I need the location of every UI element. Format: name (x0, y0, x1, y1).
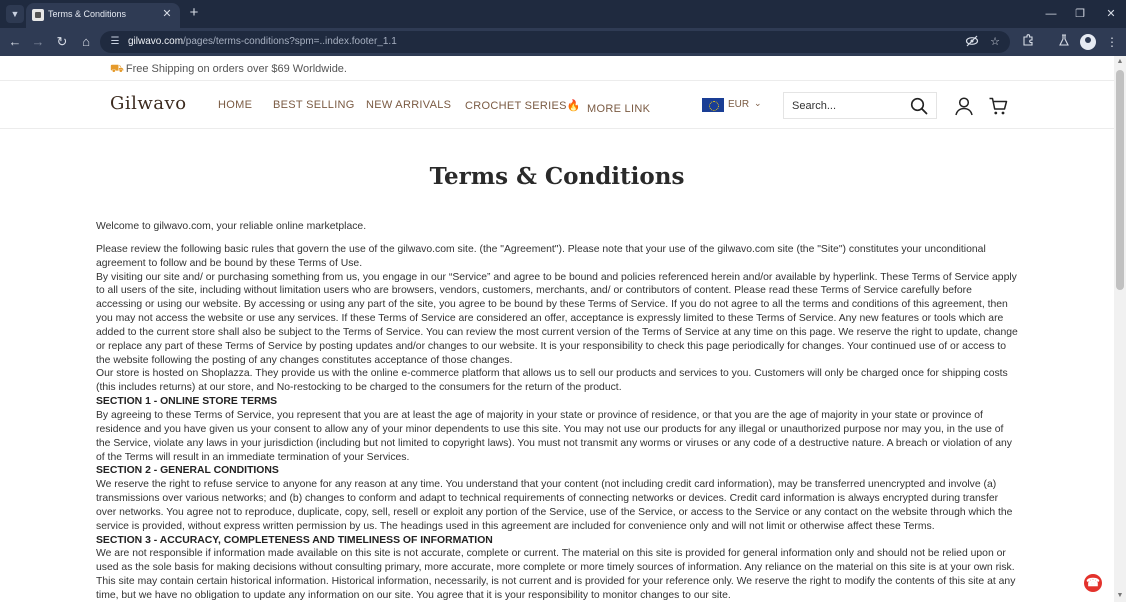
nav-more-link-label: MORE LINK (587, 103, 651, 115)
account-user-icon[interactable] (954, 96, 974, 116)
agreement-paragraph: Please review the following basic rules that govern the use of the gilwavo.com site. (the "Agreement"). Please note that your use of the gilwavo.com site (the "Site") constitutes your unconditional agreement to follow and be bound by these Terms of Use. (96, 243, 986, 269)
profile-avatar-icon[interactable] (1080, 34, 1096, 50)
delivery-truck-icon: ⛟ (110, 63, 124, 75)
search-icon[interactable] (910, 97, 928, 115)
labs-flask-icon[interactable] (1055, 33, 1073, 51)
section-2-heading: SECTION 2 - GENERAL CONDITIONS (96, 465, 279, 477)
currency-code: EUR (728, 99, 750, 110)
terms-content (96, 220, 1020, 603)
url-path: /pages/terms-conditions?spm=..index.footer_1.1 (183, 36, 397, 47)
nav-new-arrivals[interactable]: NEW ARRIVALS (366, 99, 452, 111)
section-1-heading: SECTION 1 - ONLINE STORE TERMS (96, 396, 278, 408)
scroll-down-arrow-icon[interactable]: ▼ (1116, 592, 1124, 599)
welcome-text: Welcome to gilwavo.com, your reliable online marketplace. (96, 221, 367, 232)
close-window-icon[interactable]: ✕ (1106, 8, 1116, 20)
nav-crochet-series[interactable] (465, 99, 581, 112)
minimize-window-icon[interactable]: — (1045, 8, 1057, 20)
section-3-heading: SECTION 3 - ACCURACY, COMPLETENESS AND TIMELINESS OF INFORMATION (96, 534, 493, 546)
favicon-icon (32, 9, 44, 21)
shopping-cart-icon[interactable] (988, 96, 1008, 116)
close-tab-icon[interactable]: ✕ (162, 8, 172, 20)
eu-flag-icon (702, 98, 724, 112)
announcement-label: Free Shipping on orders over $69 Worldwide. (125, 63, 347, 75)
browser-tab-strip (0, 0, 1126, 28)
section-2-body: We reserve the right to refuse service to anyone for any reason at any time. You understand that your content (not including credit card information), may be transferred unencrypted and involve (a) transmissions over various networks; and (b) changes to conform and adapt to technical requirements of connecting networks or devices. Credit card information is always encrypted during transfer over networks. You agree not to reproduce, duplicate, copy, sell, resell or exploit any portion of the Service, use of the Service, or access to the Service or any contact on the website through which the service is provided, without express written permission by us. The headings used in this agreement are included for convenience only and will not limit or otherwise affect these Terms. (96, 479, 1013, 532)
bookmark-star-icon[interactable]: ☆ (990, 36, 1000, 48)
browser-menu-kebab-icon[interactable]: ⋮ (1106, 35, 1118, 49)
nav-best-selling[interactable]: BEST SELLING (273, 99, 355, 111)
service-paragraph: By visiting our site and/ or purchasing something from us, you engage in our “Service” and agree to be bound and policies referenced herein and/or available by hyperlink. These Terms of Service apply to all users of the site, including without limitation users who are browsers, vendors, customers, merchants, and/ or contributors of content. Please read these Terms of Service carefully before accessing or using our website. By accessing or using any part of the site, you agree to be bound by these Terms of Service. If you do not agree to all the terms and conditions of this agreement, then you may not access the website or use any services. If these Terms of Service are considered an offer, acceptance is expressly limited to these Terms of Service. Any new features or tools which are added to the current store shall also be subject to the Terms of Service. You can review the most current version of the Terms of Service at any time on this page. We reserve the right to update, change or replace any part of these Terms of Service by posting updates and/or changes to our website. It is your responsibility to check this page periodically for changes. Your continued use of or access to the website following the posting of any changes constitutes acceptance of those changes. (96, 271, 1018, 366)
browser-tab-active[interactable] (26, 3, 180, 28)
scroll-up-arrow-icon[interactable]: ▲ (1116, 58, 1124, 65)
chat-help-widget-icon[interactable]: ☎ (1084, 574, 1102, 592)
new-tab-plus-icon[interactable]: + (189, 4, 199, 21)
url-text[interactable] (128, 36, 397, 47)
section-1-body: By agreeing to these Terms of Service, you represent that you are at least the age of majority in your state or province of residence, or that you are the age of majority in your state or province of residence and you have given us your consent to allow any of your minor dependents to use this site. You may not use our products for any illegal or unauthorized purpose nor may you, in the use of the Service, violate any laws in your jurisdiction (including but not limited to copyright laws). You must not transmit any worms or viruses or any code of a destructive nature. A breach or violation of any of the Terms will result in an immediate termination of your Services. (96, 409, 1012, 463)
tab-title: Terms & Conditions (48, 9, 127, 19)
extensions-puzzle-icon[interactable] (1019, 33, 1037, 51)
scrollbar-thumb[interactable] (1116, 70, 1124, 290)
restore-window-icon[interactable]: ❐ (1075, 8, 1085, 20)
search-box (783, 92, 937, 119)
site-logo[interactable]: Gilwavo (110, 93, 187, 114)
nav-home[interactable]: HOME (218, 99, 253, 111)
tracking-protection-eye-off-icon[interactable] (964, 34, 980, 50)
announcement-text (110, 63, 347, 77)
announcement-bar (0, 56, 1114, 81)
page-viewport (0, 56, 1114, 602)
reload-icon[interactable]: ↻ (56, 34, 68, 49)
home-icon[interactable]: ⌂ (82, 34, 90, 49)
forward-arrow-icon[interactable]: → (31, 34, 45, 49)
fire-badge-icon: 🔥 (566, 100, 581, 112)
site-info-tune-icon[interactable]: ☰ (110, 36, 120, 47)
tab-search-chevron-icon[interactable]: ▼ (6, 5, 24, 23)
address-bar[interactable] (100, 31, 1010, 53)
section-3-body: We are not responsible if information made available on this site is not accurate, complete or current. The material on this site is provided for general information only and should not be relied upon or used as the sole basis for making decisions without consulting primary, more accurate, more complete or more timely sources of information. Any reliance on the material on this site is at your own risk. This site may contain certain historical information. Historical information, necessarily, is not current and is provided for your reference only. We reserve the right to modify the contents of this site at any time, but we have no obligation to update any information on our site. You agree that it is your responsibility to monitor changes to our site. (96, 548, 1016, 601)
search-input[interactable] (792, 98, 902, 114)
nav-crochet-series-label: CROCHET SERIES (465, 100, 567, 112)
back-arrow-icon[interactable]: ← (8, 34, 22, 49)
page-title: Terms & Conditions (429, 163, 685, 190)
chevron-down-icon: ⌄ (754, 98, 762, 108)
site-header (0, 81, 1114, 129)
page-scrollbar[interactable] (1114, 56, 1126, 602)
hosting-paragraph: Our store is hosted on Shoplazza. They provide us with the online e-commerce platform that allows us to sell our products and services to you. Customers will only be charged once for shipping costs (this includes returns) at our store, and No-restocking to be charged to the consumers for the return of the product. (96, 368, 1008, 394)
nav-more-link[interactable] (587, 99, 651, 117)
url-host: gilwavo.com (128, 36, 184, 47)
browser-toolbar (0, 28, 1126, 56)
